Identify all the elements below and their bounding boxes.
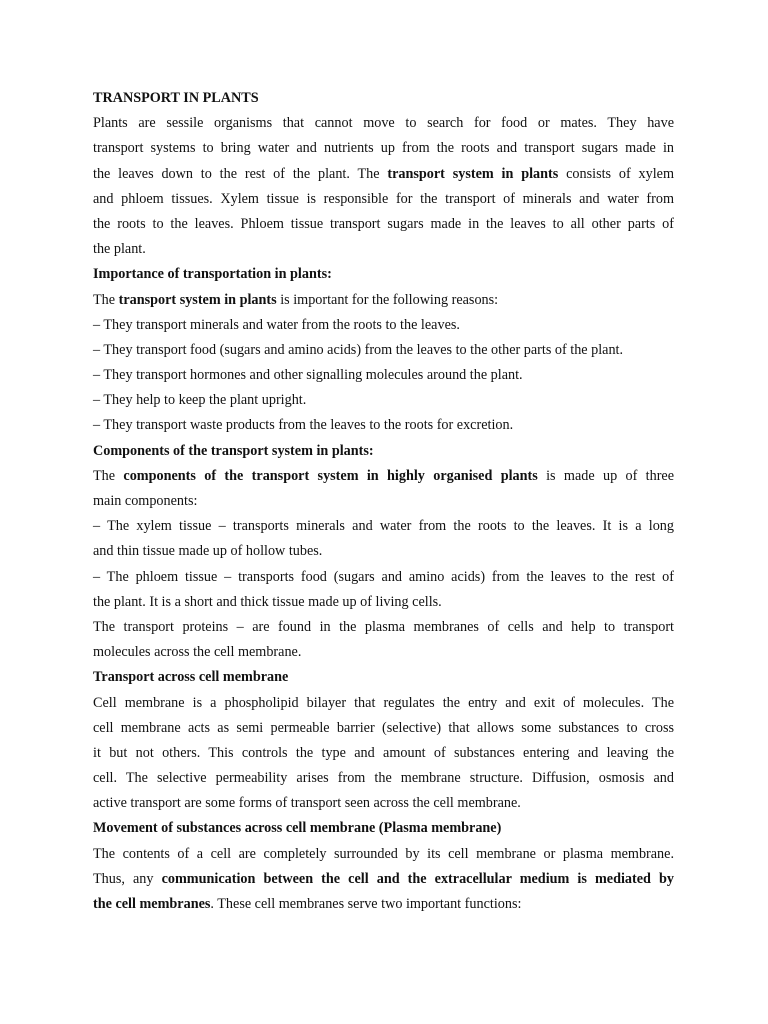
xylem-line-1: – The xylem tissue – transports minerals and water from the roots to the leaves. It is a long — [93, 518, 674, 535]
intro-line-5: the roots to the leaves. Phloem tissue transport sugars made in the leaves to all other parts of — [93, 215, 674, 232]
membrane-line-3: it but not others. This controls the type and amount of substances entering and leaving the — [93, 744, 674, 761]
intro-line-4: and phloem tissues. Xylem tissue is responsible for the transport of minerals and water from — [93, 190, 674, 207]
movement-line-2-text: Thus, any — [93, 870, 162, 887]
components-heading: Components of the transport system in plants: — [93, 442, 374, 459]
importance-section — [93, 262, 674, 438]
movement-section — [93, 816, 674, 917]
movement-bold-phrase-end: the cell membranes — [93, 896, 211, 912]
document-title: TRANSPORT IN PLANTS — [93, 90, 259, 106]
intro-line-3 — [93, 162, 674, 187]
components-lead-line-2: main components: — [93, 493, 198, 509]
importance-lead — [93, 288, 674, 313]
phloem-line-1: – The phloem tissue – transports food (sugars and amino acids) from the leaves to the rest of — [93, 568, 674, 585]
importance-item: – They transport waste products from the leaves to the roots for excretion. — [93, 417, 514, 434]
membrane-section — [93, 665, 674, 816]
intro-line-1: Plants are sessile organisms that cannot move to search for food or mates. They have — [93, 115, 674, 132]
importance-item: – They transport minerals and water from the roots to the leaves. — [93, 316, 460, 333]
components-section — [93, 439, 674, 666]
importance-item: – They transport food (sugars and amino acids) from the leaves to the other parts of the plant. — [93, 341, 624, 358]
proteins-line-1: The transport proteins – are found in the plasma membranes of cells and help to transport — [93, 618, 674, 635]
movement-heading: Movement of substances across cell membrane (Plasma membrane) — [93, 820, 502, 837]
components-lead-text: The — [93, 467, 124, 484]
importance-lead-tail: is important for the following reasons: — [276, 291, 499, 308]
importance-item: – They help to keep the plant upright. — [93, 392, 307, 409]
xylem-line-2: and thin tissue made up of hollow tubes. — [93, 543, 323, 560]
movement-bold-phrase: communication between the cell and the extracellular medium is mediated by — [161, 870, 674, 887]
membrane-line-5: active transport are some forms of transport seen across the cell membrane. — [93, 795, 521, 812]
membrane-heading: Transport across cell membrane — [93, 669, 289, 686]
membrane-line-2: cell membrane acts as semi permeable barrier (selective) that allows some substances to cross — [93, 719, 674, 736]
components-bold-phrase: components of the transport system in highly organised plants — [123, 467, 538, 484]
intro-line-3-text: the leaves down to the rest of the plant. The — [93, 165, 388, 182]
importance-heading: Importance of transportation in plants: — [93, 266, 332, 283]
intro-line-2: transport systems to bring water and nutrients up from the roots and transport sugars made in — [93, 140, 674, 157]
movement-line-3-tail: . These cell membranes serve two important functions: — [210, 896, 522, 912]
importance-bold-phrase: transport system in plants — [118, 291, 277, 308]
importance-item: – They transport hormones and other signalling molecules around the plant. — [93, 367, 523, 384]
intro-bold-phrase: transport system in plants — [387, 165, 559, 182]
proteins-line-2: molecules across the cell membrane. — [93, 644, 302, 661]
membrane-line-4: cell. The selective permeability arises from the membrane structure. Diffusion, osmosis and — [93, 770, 674, 787]
intro-paragraph — [93, 111, 674, 262]
phloem-line-2: the plant. It is a short and thick tissue made up of living cells. — [93, 593, 442, 610]
components-lead-tail: is made up of three — [537, 467, 675, 484]
importance-lead-text: The — [93, 291, 119, 308]
movement-line-1: The contents of a cell are completely surrounded by its cell membrane or plasma membrane. — [93, 845, 674, 862]
intro-line-6: the plant. — [93, 241, 146, 258]
membrane-line-1: Cell membrane is a phospholipid bilayer that regulates the entry and exit of molecules. The — [93, 694, 674, 711]
components-lead — [93, 464, 674, 489]
movement-line-2 — [93, 867, 674, 892]
movement-line-3 — [93, 892, 674, 917]
intro-line-3-tail: consists of xylem — [558, 165, 674, 182]
